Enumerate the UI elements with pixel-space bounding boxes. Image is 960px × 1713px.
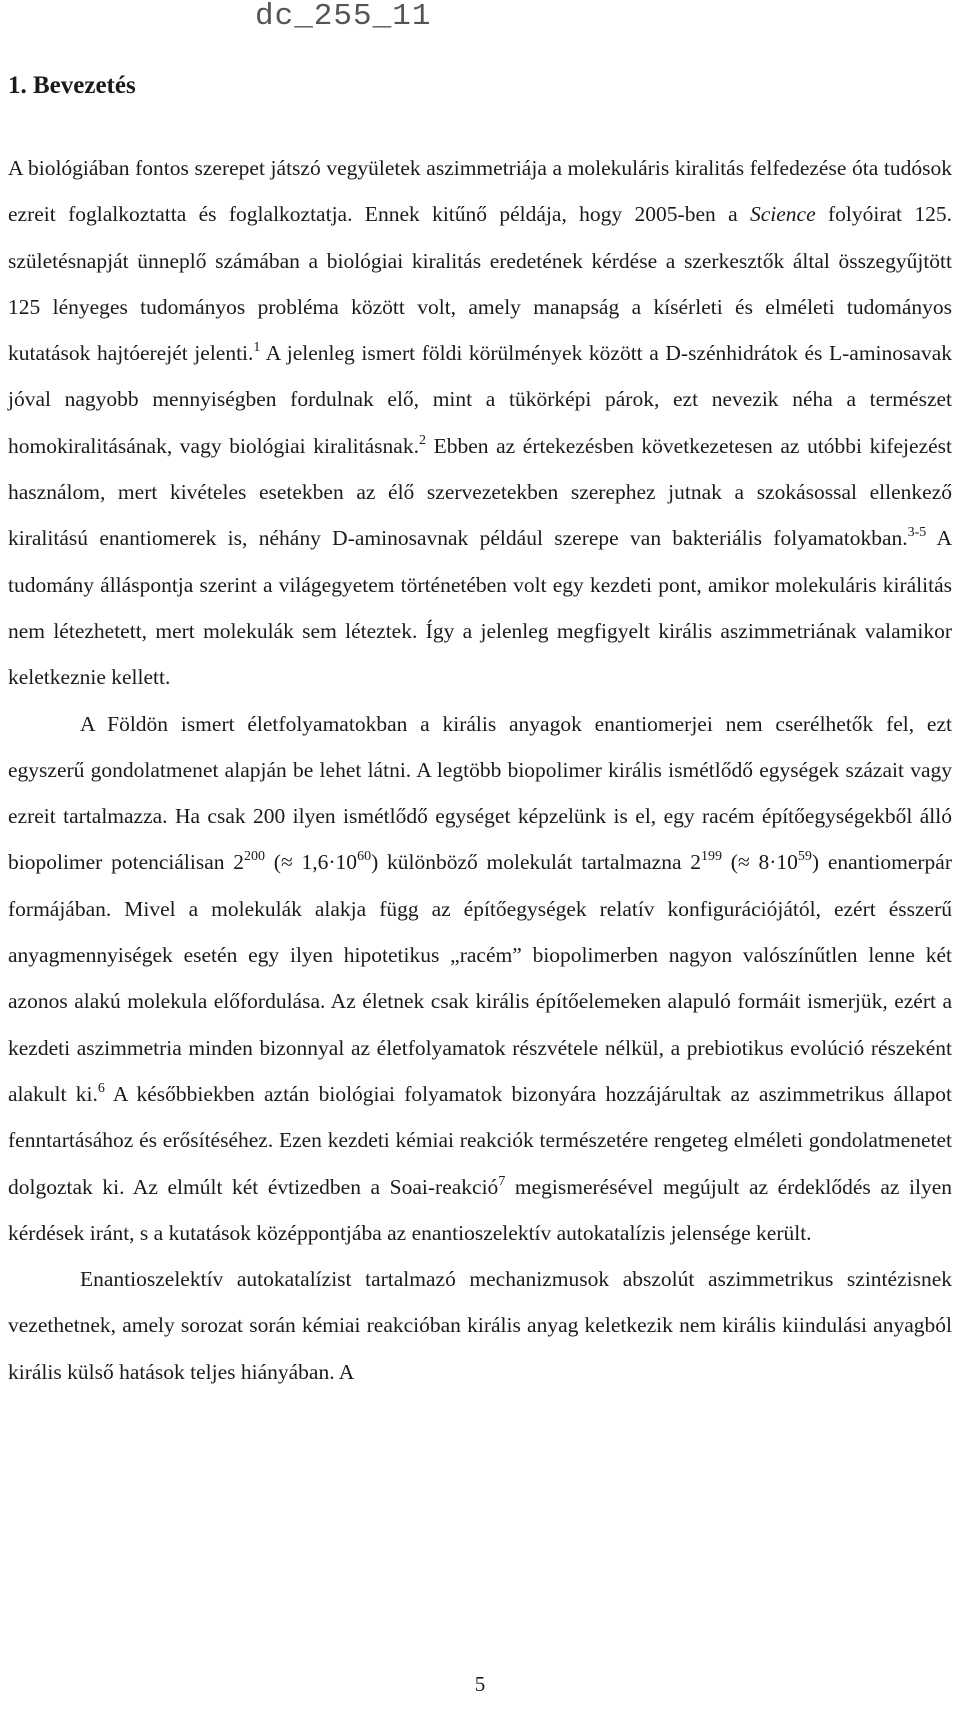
exponent: 200 (244, 849, 266, 865)
document-body (8, 145, 952, 1395)
exponent: 199 (701, 849, 723, 865)
citation-ref: 7 (498, 1173, 506, 1189)
text-run: megismerésével megújult az érdeklődés az ilyen kérdések iránt, s a kutatások középpontjába az enantioszelektív autokatalízis jelensége került. (8, 1174, 952, 1245)
exponent: 59 (797, 849, 812, 865)
page-number: 5 (474, 1672, 486, 1696)
exponent: 60 (357, 849, 372, 865)
text-run: ) különböző molekulát tartalmazna 2 (371, 850, 702, 875)
text-run: A Földön ismert életfolyamatokban a királis anyagok enantiomerjei nem cserélhetők fel, ezt egyszerű gondolatmenet alapján be lehet látni. A legtöbb biopolimer királis ismétlődő egységek százait vagy ezreit tartalmazza. Ha csak 200 ilyen ismétlődő egységet képzelünk is el, egy racém építőegységekből álló biopolimer potenciálisan 2 (8, 711, 952, 875)
text-run: folyóirat 125. születésnapját ünneplő számában a biológiai kiralitás eredetének kérdése a szerkesztők által összegyűjtött 125 lényeges tudományos probléma között volt, amely manapság a kísérleti és elméleti tudományos kutatások hajtóerejét jelenti. (8, 202, 952, 366)
text-run: (≈ 8·10 (722, 850, 798, 875)
citation-ref: 3-5 (907, 525, 927, 541)
paragraph-chirality (8, 701, 952, 1257)
citation-ref: 1 (253, 340, 261, 356)
text-run: ) enantiomerpár formájában. Mivel a molekulák alakja függ az építőegységek relatív konfigurációjától, ezért ésszerű anyagmennyiségek esetén egy ilyen hipotetikus „racém” biopolimerben nagyon valószínűtlen lenne két azonos alakú molekula előfordulása. Az életnek csak királis építőelemeken alapuló formáit ismerjük, ezért a kezdeti aszimmetria minden bizonnyal az életfolyamatok részvétele nélkül, a prebiotikus evolúció részeként alakult ki. (8, 850, 953, 1106)
section-heading: 1. Bevezetés (8, 72, 136, 99)
text-run: A biológiában fontos szerepet játszó vegyületek aszimmetriája a molekuláris kiralitás felfedezése óta tudósok ezreit foglalkoztatta és foglalkoztatja. Ennek kitűnő példája, hogy 2005-ben a (8, 156, 952, 227)
paragraph-autocatalysis (8, 1256, 952, 1395)
text-run: Ebben az értekezésben következetesen az utóbbi kifejezést használom, mert kivételes esetekben az élő szervezetekben szerephez jutnak a szokásossal ellenkező kiralitású enantiomerek is, néhány D-aminosavnak például szerepe van bakteriális folyamatokban. (8, 433, 953, 551)
citation-ref: 2 (418, 432, 426, 448)
journal-name: Science (749, 202, 816, 227)
text-run: Enantioszelektív autokatalízist tartalmazó mechanizmusok abszolút aszimmetrikus szintézisnek vezethetnek, amely sorozat során kémiai reakcióban királis anyag keletkezik nem királis kiindulási anyagból királis külső hatások teljes hiányában. A (8, 1267, 952, 1384)
text-run: (≈ 1,6·10 (265, 850, 358, 875)
text-run: A jelenleg ismert földi körülmények között a D-szénhidrátok és L-aminosavak jóval nagyobb mennyiségben fordulnak elő, mint a tükörképi párok, ezt nevezik néha a természet homokiralitásának, vagy biológiai kiralitásnak. (8, 341, 952, 458)
text-run: A későbbiekben aztán biológiai folyamatok bizonyára hozzájárultak az aszimmetrikus állapot fenntartásához és erősítéséhez. Ezen kezdeti kémiai reakciók természetére rengeteg elméleti gondolatmenetet dolgoztak ki. Az elmúlt két évtizedben a Soai-reakció (8, 1081, 952, 1199)
text-run: A tudomány álláspontja szerint a világegyetem történetében volt egy kezdeti pont, amikor molekuláris királitás nem létezhetett, mert molekulák sem léteztek. Így a jelenleg megfigyelt királis aszimmetriának valamikor keletkeznie kellett. (8, 526, 952, 690)
citation-ref: 6 (97, 1080, 105, 1096)
paragraph-intro (8, 145, 952, 701)
document-id: dc_255_11 (255, 0, 432, 34)
